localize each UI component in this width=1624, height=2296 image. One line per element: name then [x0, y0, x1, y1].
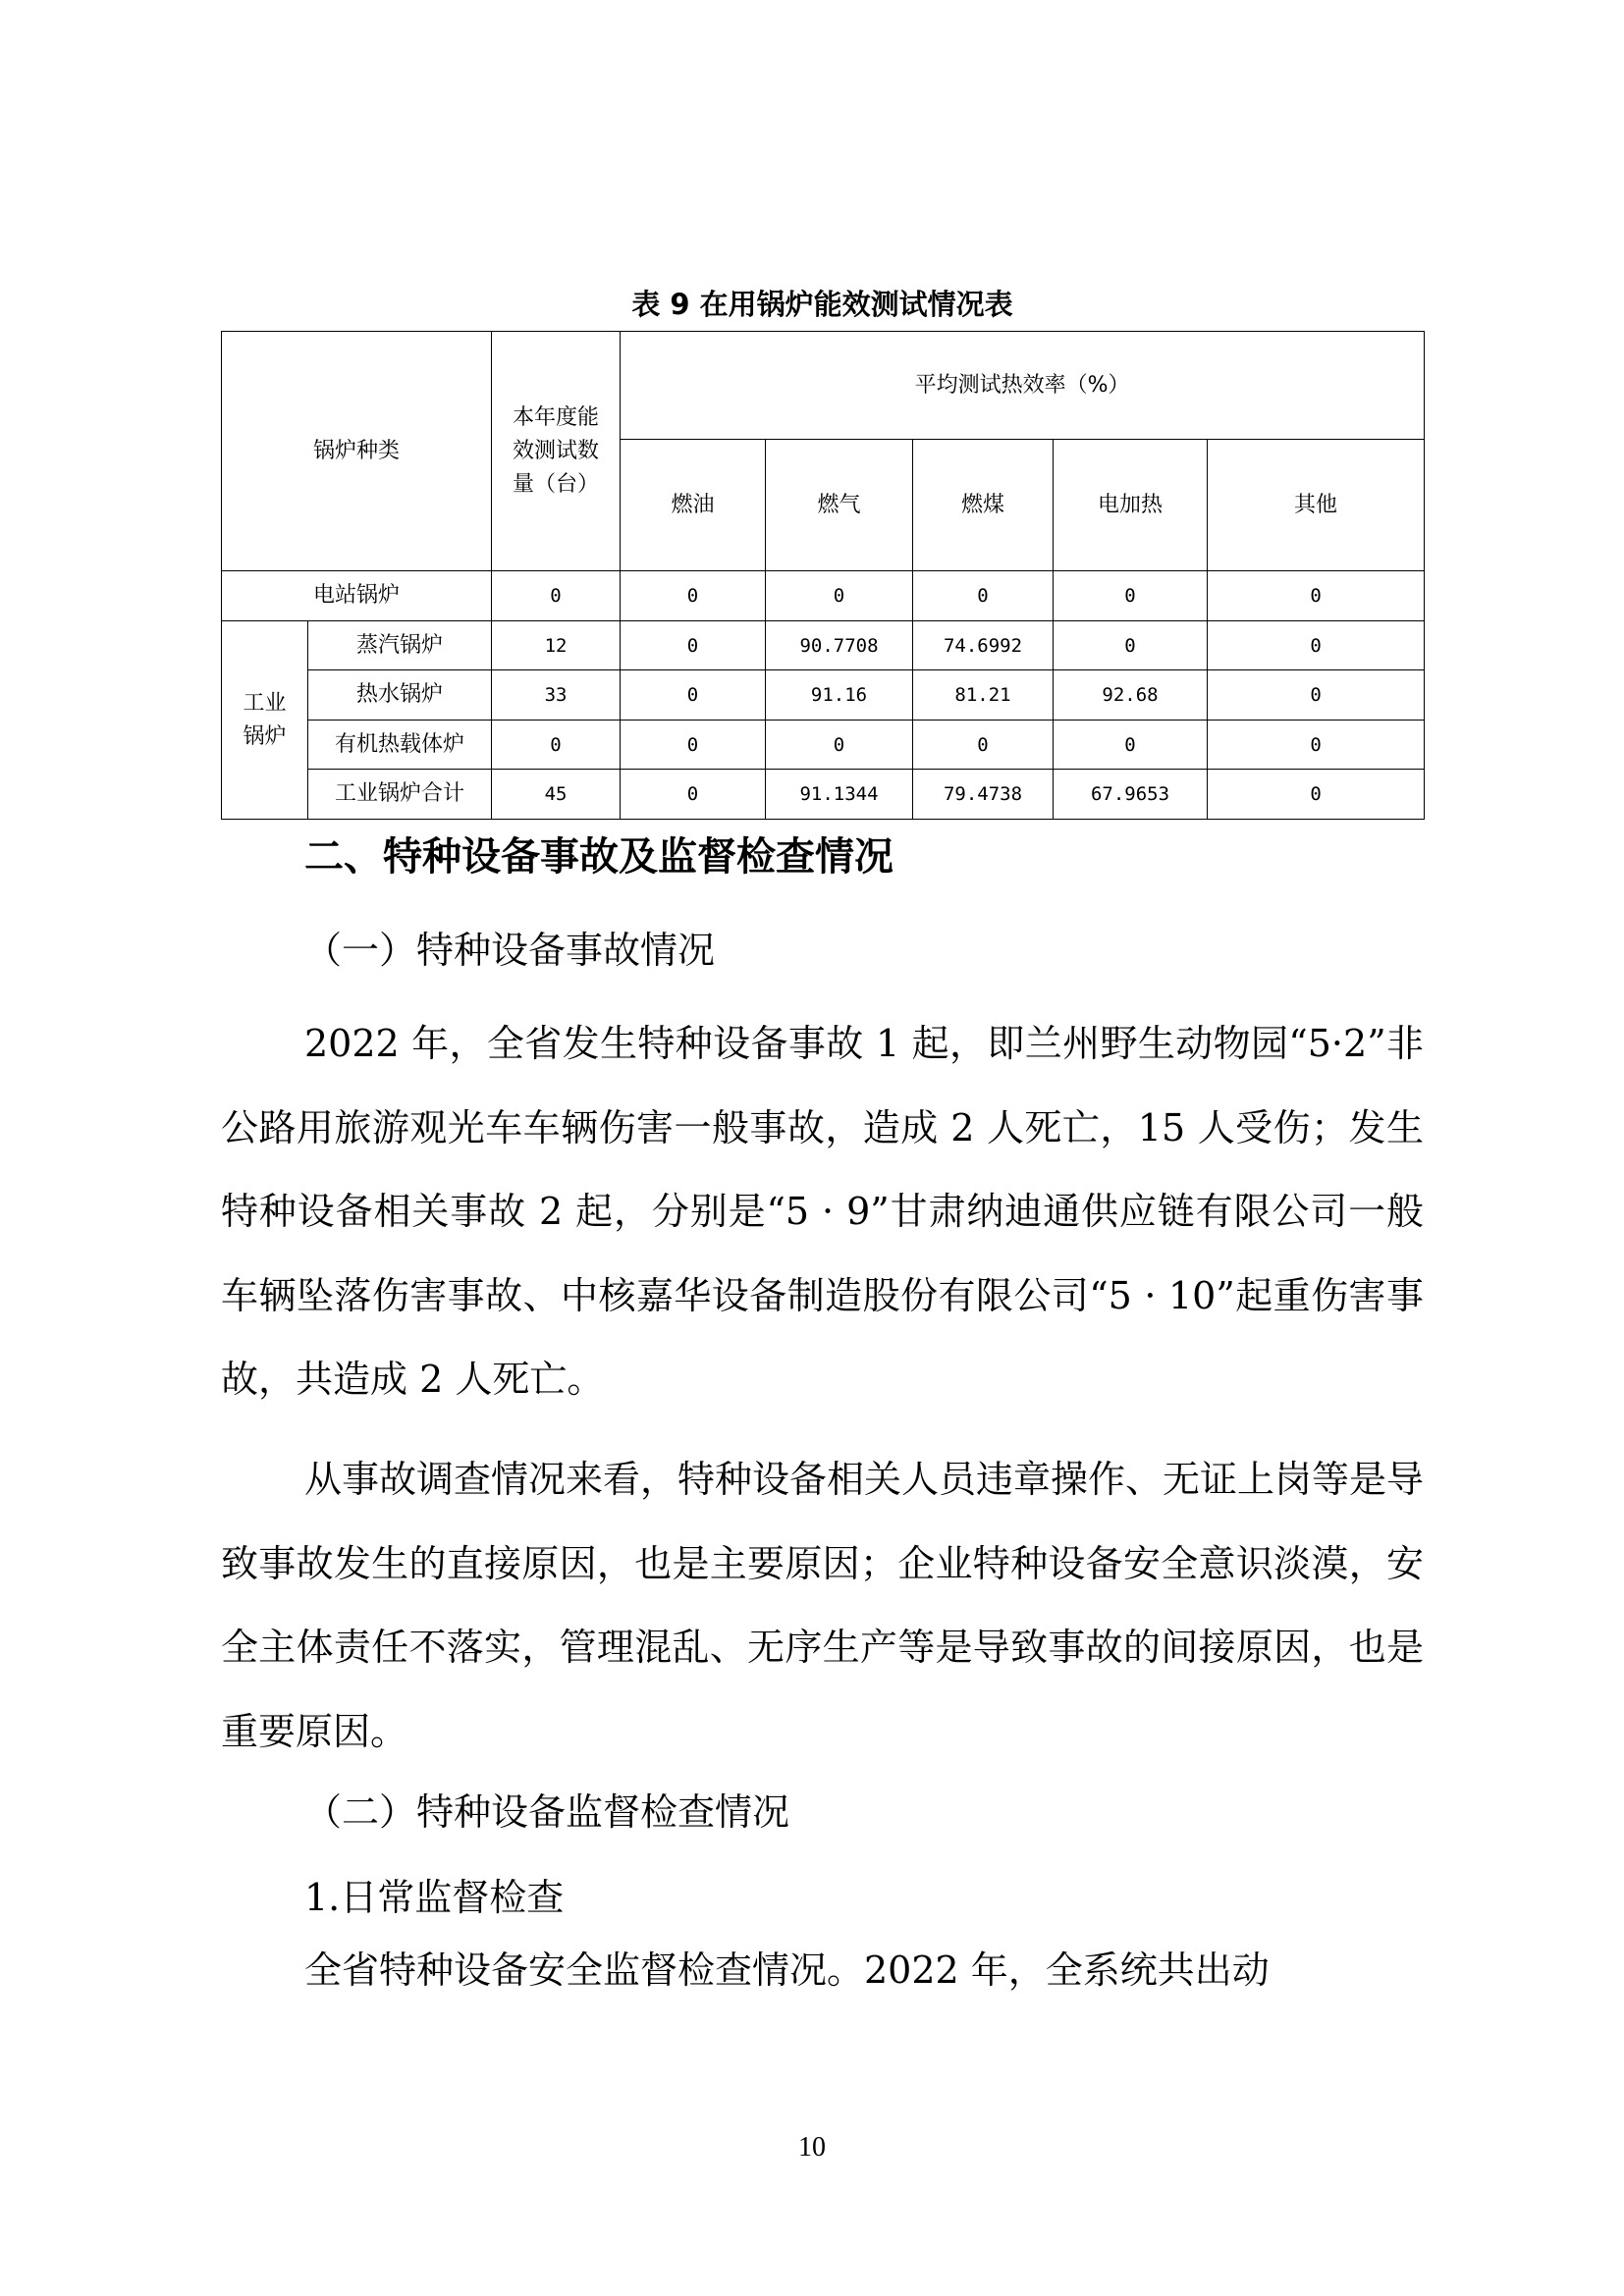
cell-electric: 0 [1054, 721, 1208, 770]
cell-count: 33 [492, 670, 621, 721]
cell-coal: 0 [913, 571, 1054, 621]
cell-gas: 0 [766, 571, 913, 621]
cell-gas: 91.1344 [766, 770, 913, 820]
row-label: 热水锅炉 [308, 670, 492, 721]
cell-electric: 92.68 [1054, 670, 1208, 721]
table-row [222, 670, 1425, 721]
cell-oil: 0 [621, 670, 766, 721]
boiler-efficiency-table [221, 331, 1425, 820]
section-heading: 二、特种设备事故及监督检查情况 [304, 834, 893, 880]
table-title: 表 9 在用锅炉能效测试情况表 [631, 288, 1013, 321]
cell-other: 0 [1208, 770, 1425, 820]
header-boiler-type: 锅炉种类 [222, 332, 492, 571]
item-heading-daily-inspection: 1.日常监督检查 [304, 1876, 565, 1919]
table-row [222, 621, 1425, 670]
header-avg-efficiency: 平均测试热效率（%） [621, 332, 1425, 440]
cell-other: 0 [1208, 621, 1425, 670]
table-row [222, 571, 1425, 621]
cell-other: 0 [1208, 571, 1425, 621]
row-label: 工业锅炉合计 [308, 770, 492, 820]
paragraph-inspection: 全省特种设备安全监督检查情况。2022 年，全系统共出动 [304, 1949, 1270, 1992]
paragraph-causes: 从事故调查情况来看，特种设备相关人员违章操作、无证上岗等是导致事故发生的直接原因，也是主要原因；企业特种设备安全意识淡漠，安全主体责任不落实，管理混乱、无序生产等是导致事故的间接原因，也是重要原因。 [221, 1458, 1425, 1753]
cell-coal: 74.6992 [913, 621, 1054, 670]
cell-gas: 91.16 [766, 670, 913, 721]
cell-other: 0 [1208, 721, 1425, 770]
row-label: 有机热载体炉 [308, 721, 492, 770]
subsection-heading-inspection: （二）特种设备监督检查情况 [304, 1790, 790, 1834]
cell-oil: 0 [621, 721, 766, 770]
cell-count: 0 [492, 721, 621, 770]
page-number: 10 [798, 2132, 826, 2163]
row-label: 电站锅炉 [222, 571, 492, 621]
subsection-heading-accidents: （一）特种设备事故情况 [304, 929, 716, 972]
cell-other: 0 [1208, 670, 1425, 721]
header-other: 其他 [1208, 440, 1425, 571]
cell-electric: 0 [1054, 571, 1208, 621]
cell-oil: 0 [621, 571, 766, 621]
cell-count: 0 [492, 571, 621, 621]
cell-coal: 0 [913, 721, 1054, 770]
paragraph-accidents: 2022 年，全省发生特种设备事故 1 起，即兰州野生动物园“5·2”非公路用旅游观光车车辆伤害一般事故，造成 2 人死亡，15 人受伤；发生特种设备相关事故 2 起，分别是“5 · 9”甘肃纳迪通供应链有限公司一般车辆坠落伤害事故、中核嘉华设备制造股份有限公司“5 · 10”起重伤害事故，共造成 2 人死亡。 [221, 1022, 1424, 1401]
cell-electric: 67.9653 [1054, 770, 1208, 820]
cell-gas: 0 [766, 721, 913, 770]
header-fuel-gas: 燃气 [766, 440, 913, 571]
cell-gas: 90.7708 [766, 621, 913, 670]
cell-electric: 0 [1054, 621, 1208, 670]
cell-count: 12 [492, 621, 621, 670]
industrial-group-label: 工业锅炉 [222, 621, 308, 820]
header-test-count: 本年度能效测试数量（台） [492, 332, 621, 571]
cell-oil: 0 [621, 770, 766, 820]
table-row [222, 721, 1425, 770]
cell-count: 45 [492, 770, 621, 820]
cell-coal: 79.4738 [913, 770, 1054, 820]
header-fuel-oil: 燃油 [621, 440, 766, 571]
row-label: 蒸汽锅炉 [308, 621, 492, 670]
header-electric: 电加热 [1054, 440, 1208, 571]
cell-oil: 0 [621, 621, 766, 670]
table-row [222, 770, 1425, 820]
cell-coal: 81.21 [913, 670, 1054, 721]
header-fuel-coal: 燃煤 [913, 440, 1054, 571]
